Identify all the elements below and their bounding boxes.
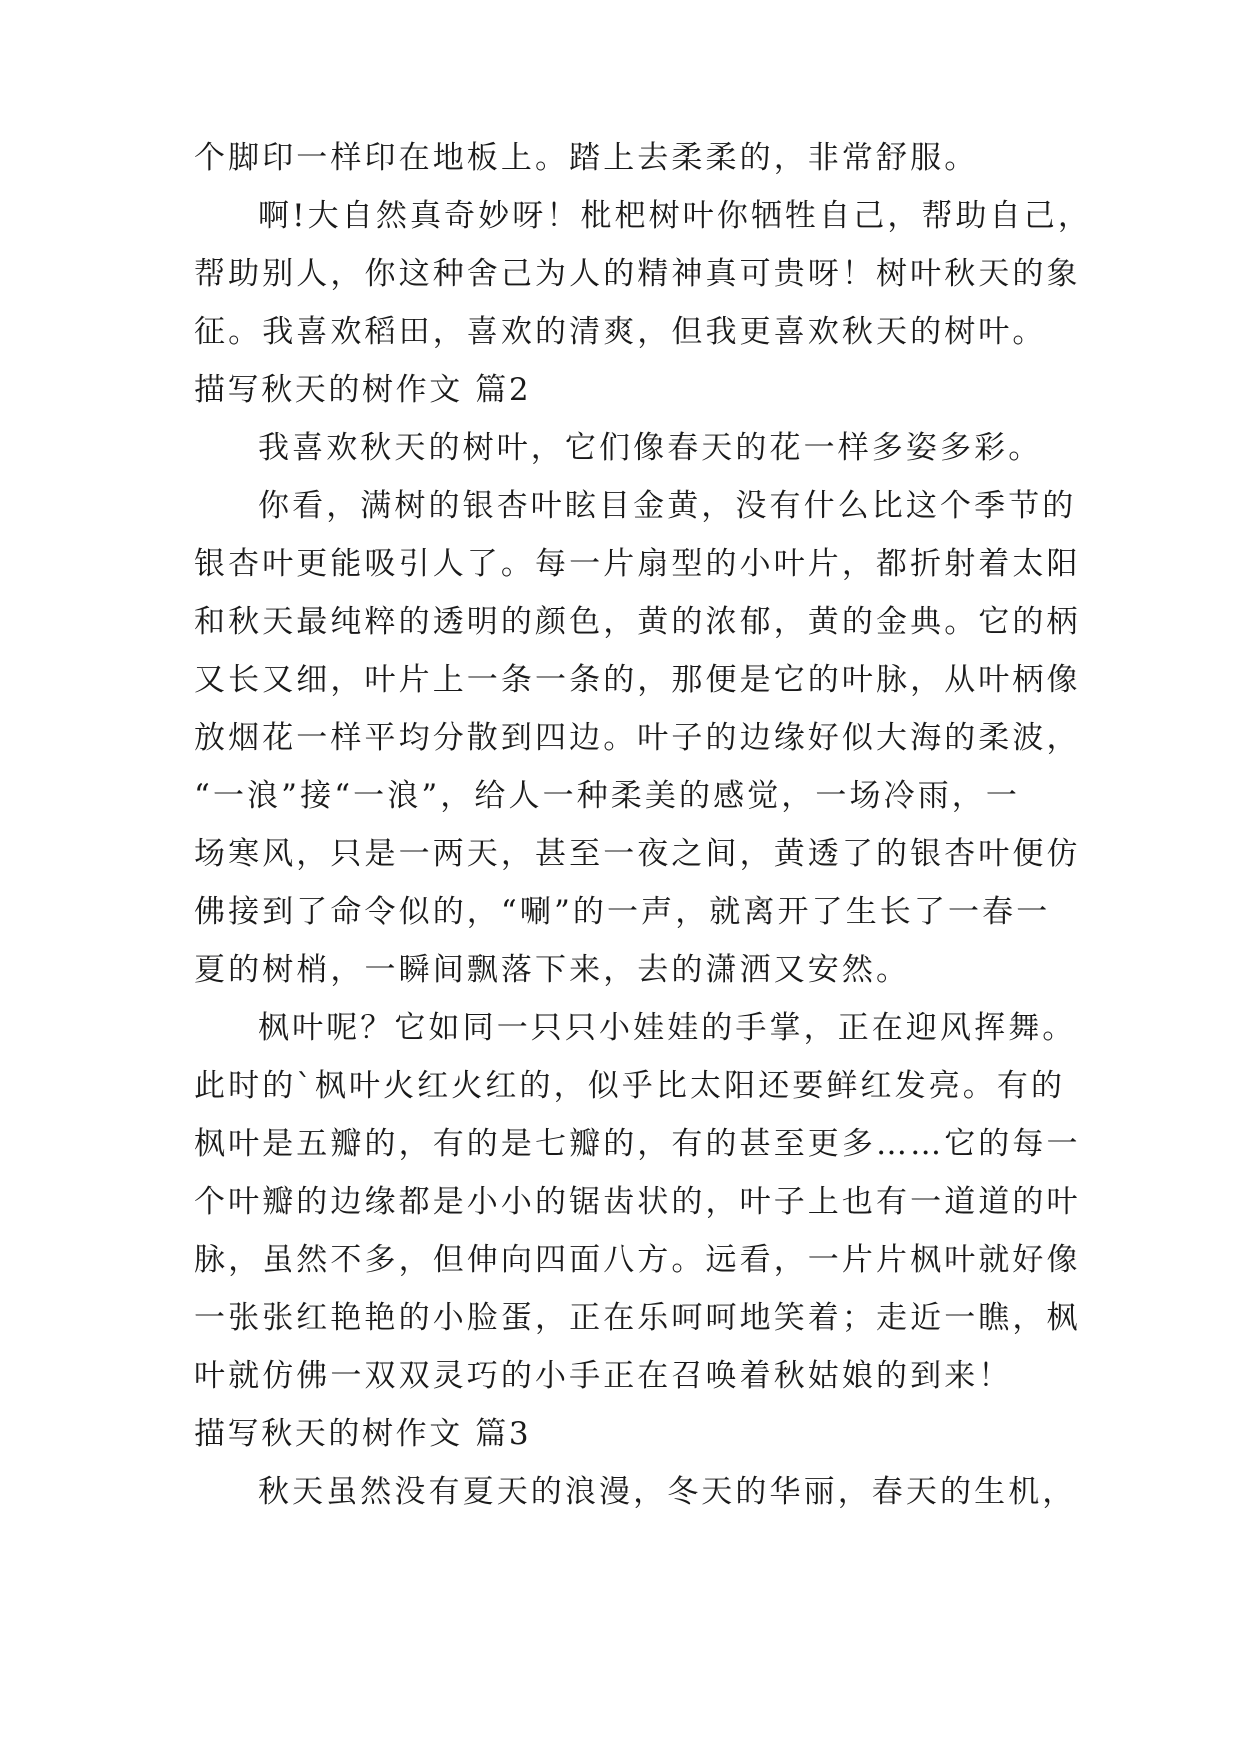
text-line: 个脚印一样印在地板上。踏上去柔柔的，非常舒服。 [194,140,979,176]
text-line: 夏的树梢，一瞬间飘落下来，去的潇洒又安然。 [194,952,911,988]
text-line: “一浪”接“一浪”，给人一种柔美的感觉，一场冷雨，一 [194,778,1020,814]
text-line: 银杏叶更能吸引人了。每一片扇型的小叶片，都折射着太阳 [194,546,1081,582]
text-line: 又长又细，叶片上一条一条的，那便是它的叶脉，从叶柄像 [194,662,1081,698]
text-line: 枫叶呢？它如同一只只小娃娃的手掌，正在迎风挥舞。 [258,1010,1077,1046]
text-line: 佛接到了命令似的，“唰”的一声，就离开了生长了一春一 [194,894,1051,930]
text-line: 征。我喜欢稻田，喜欢的清爽，但我更喜欢秋天的树叶。 [194,314,1047,350]
text-line: 此时的`枫叶火红火红的，似乎比太阳还要鲜红发亮。有的 [194,1068,1066,1104]
text-line: 枫叶是五瓣的，有的是七瓣的，有的甚至更多……它的每一 [194,1126,1081,1162]
text-line: 脉，虽然不多，但伸向四面八方。远看，一片片枫叶就好像 [194,1242,1081,1278]
text-line: 叶就仿佛一双双灵巧的小手正在召唤着秋姑娘的到来！ [194,1358,1013,1394]
text-line: 一张张红艳艳的小脸蛋，正在乐呵呵地笑着；走近一瞧，枫 [194,1300,1081,1336]
section-heading: 描写秋天的树作文 篇3 [194,1416,532,1452]
text-line: 场寒风，只是一两天，甚至一夜之间，黄透了的银杏叶便仿 [194,836,1081,872]
section-heading: 描写秋天的树作文 篇2 [194,372,532,408]
text-line: 我喜欢秋天的树叶，它们像春天的花一样多姿多彩。 [258,430,1043,466]
text-line: 和秋天最纯粹的透明的颜色，黄的浓郁，黄的金典。它的柄 [194,604,1081,640]
text-line: 啊!大自然真奇妙呀！枇杷树叶你牺牲自己，帮助自己， [258,198,1092,234]
text-line: 个叶瓣的边缘都是小小的锯齿状的，叶子上也有一道道的叶 [194,1184,1081,1220]
text-line: 帮助别人，你这种舍己为人的精神真可贵呀！树叶秋天的象 [194,256,1081,292]
text-line: 秋天虽然没有夏天的浪漫，冬天的华丽，春天的生机， [258,1474,1077,1510]
text-line: 放烟花一样平均分散到四边。叶子的边缘好似大海的柔波， [194,720,1081,756]
text-line: 你看，满树的银杏叶眩目金黄，没有什么比这个季节的 [258,488,1077,524]
